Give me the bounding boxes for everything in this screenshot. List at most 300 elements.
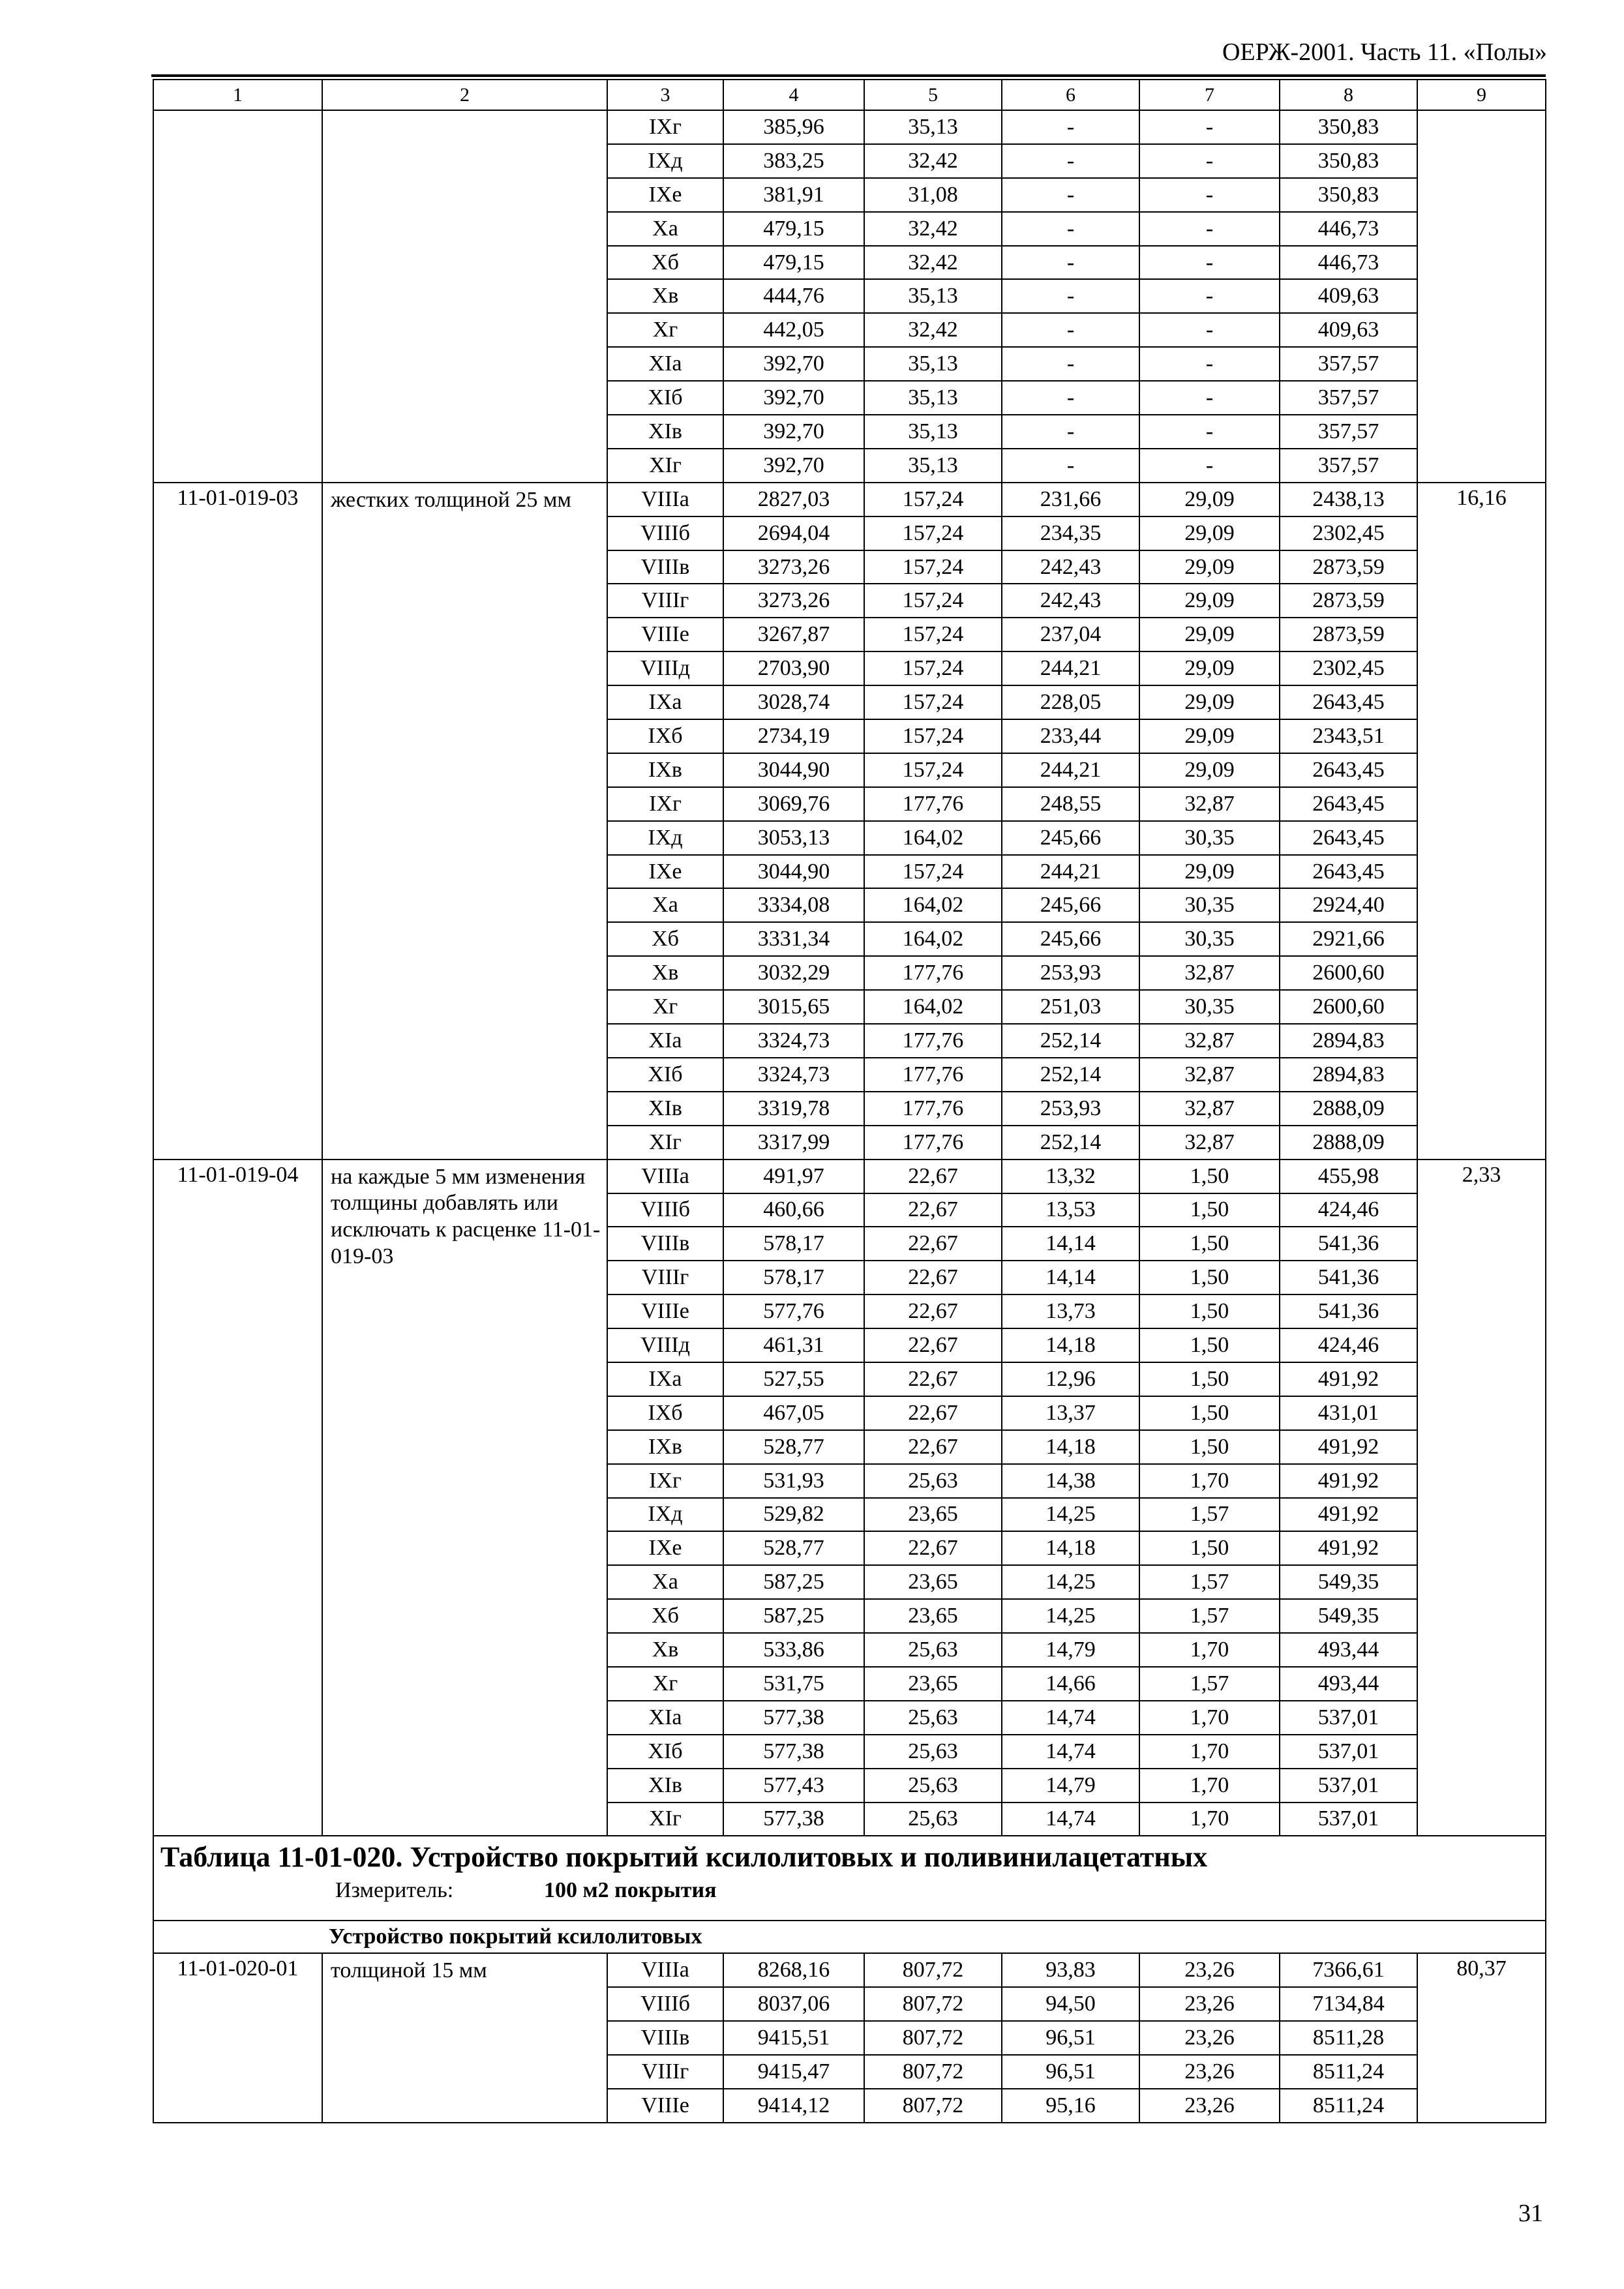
machine-cost: 244,21 — [1002, 855, 1139, 889]
materials-cost: 541,36 — [1280, 1294, 1417, 1328]
table-row — [153, 1953, 1546, 1987]
worker-wages: 32,42 — [864, 144, 1002, 178]
operator-wages: - — [1139, 246, 1280, 280]
worker-wages: 22,67 — [864, 1159, 1002, 1193]
worker-wages: 157,24 — [864, 618, 1002, 651]
machine-cost: 252,14 — [1002, 1058, 1139, 1092]
operator-wages: 1,70 — [1139, 1464, 1280, 1498]
territory-zone: Xв — [607, 279, 723, 313]
operator-wages: 1,50 — [1139, 1531, 1280, 1565]
territory-zone: VIIIв — [607, 2021, 723, 2055]
machine-cost: 251,03 — [1002, 990, 1139, 1024]
table-title-cell — [153, 1836, 1546, 1921]
rate-code: 11-01-019-04 — [153, 1159, 322, 1836]
operator-wages: 1,50 — [1139, 1328, 1280, 1362]
total-cost: 9415,51 — [723, 2021, 864, 2055]
materials-cost: 491,92 — [1280, 1362, 1417, 1396]
territory-zone: VIIIд — [607, 651, 723, 685]
operator-wages: - — [1139, 279, 1280, 313]
materials-cost: 357,57 — [1280, 347, 1417, 381]
total-cost: 392,70 — [723, 347, 864, 381]
operator-wages: 32,87 — [1139, 1126, 1280, 1159]
operator-wages: 29,09 — [1139, 651, 1280, 685]
territory-zone: IXв — [607, 1430, 723, 1464]
territory-zone: Xг — [607, 313, 723, 347]
materials-cost: 2643,45 — [1280, 685, 1417, 719]
territory-zone: XIв — [607, 1769, 723, 1803]
materials-cost: 409,63 — [1280, 279, 1417, 313]
territory-zone: IXд — [607, 1498, 723, 1532]
total-cost: 8037,06 — [723, 1987, 864, 2021]
operator-wages: 29,09 — [1139, 685, 1280, 719]
worker-wages: 157,24 — [864, 584, 1002, 618]
machine-cost: 14,74 — [1002, 1701, 1139, 1735]
machine-cost: 234,35 — [1002, 516, 1139, 550]
total-cost: 587,25 — [723, 1599, 864, 1633]
total-cost: 528,77 — [723, 1531, 864, 1565]
measure-value: 100 м2 покрытия — [544, 1878, 717, 1903]
materials-cost: 493,44 — [1280, 1667, 1417, 1701]
rates-table-body — [153, 80, 1546, 2123]
total-cost: 3044,90 — [723, 753, 864, 787]
worker-wages: 32,42 — [864, 246, 1002, 280]
territory-zone: VIIIе — [607, 618, 723, 651]
operator-wages: 32,87 — [1139, 956, 1280, 990]
territory-zone: VIIIв — [607, 1227, 723, 1261]
operator-wages: 29,09 — [1139, 550, 1280, 584]
machine-cost: - — [1002, 415, 1139, 449]
machine-cost: - — [1002, 381, 1139, 415]
materials-cost: 2873,59 — [1280, 550, 1417, 584]
worker-wages: 164,02 — [864, 990, 1002, 1024]
territory-zone: VIIIа — [607, 1953, 723, 1987]
materials-cost: 549,35 — [1280, 1565, 1417, 1599]
worker-wages: 31,08 — [864, 178, 1002, 212]
worker-wages: 23,65 — [864, 1565, 1002, 1599]
total-cost: 9414,12 — [723, 2089, 864, 2123]
territory-zone: Xв — [607, 956, 723, 990]
machine-cost: 14,25 — [1002, 1565, 1139, 1599]
table-row — [153, 483, 1546, 516]
operator-wages: 32,87 — [1139, 1092, 1280, 1126]
machine-cost: 252,14 — [1002, 1126, 1139, 1159]
territory-zone: XIб — [607, 381, 723, 415]
territory-zone: IXв — [607, 753, 723, 787]
total-cost: 578,17 — [723, 1261, 864, 1294]
materials-cost: 537,01 — [1280, 1735, 1417, 1769]
territory-zone: VIIIб — [607, 516, 723, 550]
worker-wages: 35,13 — [864, 415, 1002, 449]
operator-wages: - — [1139, 449, 1280, 483]
worker-wages: 22,67 — [864, 1261, 1002, 1294]
total-cost: 3028,74 — [723, 685, 864, 719]
worker-wages: 32,42 — [864, 212, 1002, 246]
rate-code: 11-01-019-03 — [153, 483, 322, 1159]
materials-cost: 2924,40 — [1280, 888, 1417, 922]
territory-zone: XIа — [607, 1701, 723, 1735]
operator-wages: 1,70 — [1139, 1633, 1280, 1667]
column-number: 1 — [153, 80, 322, 110]
materials-cost: 350,83 — [1280, 178, 1417, 212]
territory-zone: VIIIг — [607, 584, 723, 618]
materials-cost: 2600,60 — [1280, 990, 1417, 1024]
operator-wages: 1,50 — [1139, 1430, 1280, 1464]
materials-cost: 8511,24 — [1280, 2055, 1417, 2089]
machine-cost: 237,04 — [1002, 618, 1139, 651]
worker-wages: 35,13 — [864, 279, 1002, 313]
rates-table — [153, 79, 1546, 2123]
territory-zone: IXа — [607, 685, 723, 719]
worker-wages: 157,24 — [864, 753, 1002, 787]
materials-cost: 446,73 — [1280, 246, 1417, 280]
territory-zone: IXг — [607, 1464, 723, 1498]
materials-cost: 2643,45 — [1280, 753, 1417, 787]
total-cost: 3273,26 — [723, 550, 864, 584]
operator-wages: - — [1139, 110, 1280, 144]
machine-cost: 14,14 — [1002, 1227, 1139, 1261]
operator-wages: 1,70 — [1139, 1735, 1280, 1769]
subheading-row — [153, 1921, 1546, 1953]
materials-cost: 537,01 — [1280, 1701, 1417, 1735]
machine-cost: 245,66 — [1002, 888, 1139, 922]
total-cost: 577,43 — [723, 1769, 864, 1803]
operator-wages: 1,50 — [1139, 1294, 1280, 1328]
total-cost: 479,15 — [723, 212, 864, 246]
machine-cost: 14,79 — [1002, 1633, 1139, 1667]
labor-hours: 80,37 — [1417, 1953, 1546, 2122]
total-cost: 383,25 — [723, 144, 864, 178]
machine-cost: 228,05 — [1002, 685, 1139, 719]
total-cost: 392,70 — [723, 449, 864, 483]
materials-cost: 8511,28 — [1280, 2021, 1417, 2055]
materials-cost: 409,63 — [1280, 313, 1417, 347]
worker-wages: 22,67 — [864, 1328, 1002, 1362]
materials-cost: 2921,66 — [1280, 922, 1417, 956]
column-number: 4 — [723, 80, 864, 110]
materials-cost: 424,46 — [1280, 1193, 1417, 1227]
total-cost: 392,70 — [723, 381, 864, 415]
operator-wages: - — [1139, 178, 1280, 212]
machine-cost: 245,66 — [1002, 821, 1139, 855]
machine-cost: 14,14 — [1002, 1261, 1139, 1294]
territory-zone: XIг — [607, 1803, 723, 1836]
worker-wages: 35,13 — [864, 449, 1002, 483]
measure-label: Измеритель: — [335, 1878, 454, 1903]
materials-cost: 455,98 — [1280, 1159, 1417, 1193]
materials-cost: 537,01 — [1280, 1803, 1417, 1836]
materials-cost: 2302,45 — [1280, 651, 1417, 685]
machine-cost: 252,14 — [1002, 1024, 1139, 1058]
machine-cost: 14,18 — [1002, 1531, 1139, 1565]
worker-wages: 32,42 — [864, 313, 1002, 347]
materials-cost: 2873,59 — [1280, 618, 1417, 651]
machine-cost: - — [1002, 347, 1139, 381]
total-cost: 385,96 — [723, 110, 864, 144]
operator-wages: 32,87 — [1139, 1024, 1280, 1058]
labor-hours: 16,16 — [1417, 483, 1546, 1159]
machine-cost: 14,25 — [1002, 1498, 1139, 1532]
territory-zone: IXа — [607, 1362, 723, 1396]
total-cost: 491,97 — [723, 1159, 864, 1193]
total-cost: 577,38 — [723, 1701, 864, 1735]
operator-wages: 1,57 — [1139, 1565, 1280, 1599]
total-cost: 587,25 — [723, 1565, 864, 1599]
operator-wages: 30,35 — [1139, 922, 1280, 956]
operator-wages: 30,35 — [1139, 888, 1280, 922]
materials-cost: 493,44 — [1280, 1633, 1417, 1667]
worker-wages: 35,13 — [864, 110, 1002, 144]
worker-wages: 164,02 — [864, 821, 1002, 855]
operator-wages: 29,09 — [1139, 719, 1280, 753]
operator-wages: - — [1139, 212, 1280, 246]
operator-wages: 1,57 — [1139, 1599, 1280, 1633]
materials-cost: 2643,45 — [1280, 787, 1417, 821]
total-cost: 392,70 — [723, 415, 864, 449]
machine-cost: 96,51 — [1002, 2055, 1139, 2089]
machine-cost: 93,83 — [1002, 1953, 1139, 1987]
worker-wages: 807,72 — [864, 2021, 1002, 2055]
territory-zone: XIв — [607, 1092, 723, 1126]
materials-cost: 549,35 — [1280, 1599, 1417, 1633]
materials-cost: 7134,84 — [1280, 1987, 1417, 2021]
operator-wages: 1,50 — [1139, 1193, 1280, 1227]
territory-zone: VIIIд — [607, 1328, 723, 1362]
operator-wages: 29,09 — [1139, 618, 1280, 651]
operator-wages: 1,70 — [1139, 1803, 1280, 1836]
machine-cost: - — [1002, 313, 1139, 347]
total-cost: 3331,34 — [723, 922, 864, 956]
operator-wages: 23,26 — [1139, 2021, 1280, 2055]
total-cost: 531,75 — [723, 1667, 864, 1701]
total-cost: 533,86 — [723, 1633, 864, 1667]
materials-cost: 2873,59 — [1280, 584, 1417, 618]
worker-wages: 25,63 — [864, 1633, 1002, 1667]
operator-wages: 29,09 — [1139, 516, 1280, 550]
machine-cost: 253,93 — [1002, 956, 1139, 990]
worker-wages: 23,65 — [864, 1599, 1002, 1633]
materials-cost: 8511,24 — [1280, 2089, 1417, 2123]
measure-line — [160, 1879, 1540, 1902]
worker-wages: 807,72 — [864, 2089, 1002, 2123]
total-cost: 3015,65 — [723, 990, 864, 1024]
territory-zone: IXб — [607, 1396, 723, 1430]
table-row — [153, 110, 1546, 144]
territory-zone: IXд — [607, 144, 723, 178]
materials-cost: 350,83 — [1280, 110, 1417, 144]
materials-cost: 2894,83 — [1280, 1058, 1417, 1092]
territory-zone: IXе — [607, 1531, 723, 1565]
total-cost: 577,38 — [723, 1803, 864, 1836]
machine-cost: 14,18 — [1002, 1328, 1139, 1362]
worker-wages: 22,67 — [864, 1227, 1002, 1261]
machine-cost: 14,18 — [1002, 1430, 1139, 1464]
operator-wages: 1,50 — [1139, 1396, 1280, 1430]
worker-wages: 164,02 — [864, 888, 1002, 922]
machine-cost: - — [1002, 212, 1139, 246]
total-cost: 479,15 — [723, 246, 864, 280]
machine-cost: 13,53 — [1002, 1193, 1139, 1227]
total-cost: 531,93 — [723, 1464, 864, 1498]
machine-cost: 14,66 — [1002, 1667, 1139, 1701]
machine-cost: 13,37 — [1002, 1396, 1139, 1430]
total-cost: 577,38 — [723, 1735, 864, 1769]
materials-cost: 541,36 — [1280, 1227, 1417, 1261]
total-cost: 2734,19 — [723, 719, 864, 753]
worker-wages: 177,76 — [864, 1092, 1002, 1126]
labor-hours — [1417, 110, 1546, 483]
machine-cost: 14,25 — [1002, 1599, 1139, 1633]
worker-wages: 157,24 — [864, 516, 1002, 550]
operator-wages: 30,35 — [1139, 821, 1280, 855]
territory-zone: XIв — [607, 415, 723, 449]
materials-cost: 2888,09 — [1280, 1126, 1417, 1159]
operator-wages: 1,70 — [1139, 1769, 1280, 1803]
territory-zone: IXе — [607, 178, 723, 212]
total-cost: 461,31 — [723, 1328, 864, 1362]
operator-wages: 1,50 — [1139, 1227, 1280, 1261]
worker-wages: 177,76 — [864, 787, 1002, 821]
materials-cost: 2438,13 — [1280, 483, 1417, 516]
worker-wages: 22,67 — [864, 1430, 1002, 1464]
materials-cost: 2600,60 — [1280, 956, 1417, 990]
total-cost: 3317,99 — [723, 1126, 864, 1159]
worker-wages: 177,76 — [864, 1024, 1002, 1058]
operator-wages: 23,26 — [1139, 1987, 1280, 2021]
worker-wages: 157,24 — [864, 483, 1002, 516]
total-cost: 8268,16 — [723, 1953, 864, 1987]
operator-wages: 1,70 — [1139, 1701, 1280, 1735]
worker-wages: 22,67 — [864, 1531, 1002, 1565]
territory-zone: Xг — [607, 990, 723, 1024]
operator-wages: - — [1139, 381, 1280, 415]
worker-wages: 177,76 — [864, 956, 1002, 990]
territory-zone: Xб — [607, 1599, 723, 1633]
territory-zone: XIа — [607, 347, 723, 381]
header-rule — [151, 74, 1546, 77]
operator-wages: - — [1139, 415, 1280, 449]
machine-cost: - — [1002, 144, 1139, 178]
territory-zone: VIIIе — [607, 2089, 723, 2123]
territory-zone: VIIIе — [607, 1294, 723, 1328]
machine-cost: - — [1002, 279, 1139, 313]
total-cost: 3334,08 — [723, 888, 864, 922]
worker-wages: 807,72 — [864, 2055, 1002, 2089]
territory-zone: VIIIг — [607, 1261, 723, 1294]
total-cost: 460,66 — [723, 1193, 864, 1227]
materials-cost: 2343,51 — [1280, 719, 1417, 753]
total-cost: 9415,47 — [723, 2055, 864, 2089]
page-number: 31 — [1518, 2200, 1543, 2227]
territory-zone: VIIIб — [607, 1987, 723, 2021]
total-cost: 528,77 — [723, 1430, 864, 1464]
operator-wages: 32,87 — [1139, 787, 1280, 821]
section-subheading: Устройство покрытий ксилолитовых — [153, 1921, 1546, 1953]
machine-cost: 248,55 — [1002, 787, 1139, 821]
machine-cost: 242,43 — [1002, 584, 1139, 618]
machine-cost: 231,66 — [1002, 483, 1139, 516]
worker-wages: 25,63 — [864, 1701, 1002, 1735]
machine-cost: 242,43 — [1002, 550, 1139, 584]
worker-wages: 22,67 — [864, 1362, 1002, 1396]
column-number: 5 — [864, 80, 1002, 110]
operator-wages: 29,09 — [1139, 753, 1280, 787]
materials-cost: 491,92 — [1280, 1531, 1417, 1565]
worker-wages: 157,24 — [864, 855, 1002, 889]
column-number: 2 — [322, 80, 607, 110]
column-number: 9 — [1417, 80, 1546, 110]
machine-cost: 94,50 — [1002, 1987, 1139, 2021]
operator-wages: 1,57 — [1139, 1667, 1280, 1701]
materials-cost: 537,01 — [1280, 1769, 1417, 1803]
machine-cost: 253,93 — [1002, 1092, 1139, 1126]
total-cost: 3273,26 — [723, 584, 864, 618]
worker-wages: 23,65 — [864, 1498, 1002, 1532]
materials-cost: 350,83 — [1280, 144, 1417, 178]
territory-zone: IXе — [607, 855, 723, 889]
machine-cost: 244,21 — [1002, 651, 1139, 685]
worker-wages: 23,65 — [864, 1667, 1002, 1701]
territory-zone: Xв — [607, 1633, 723, 1667]
total-cost: 3324,73 — [723, 1024, 864, 1058]
labor-hours: 2,33 — [1417, 1159, 1546, 1836]
territory-zone: IXб — [607, 719, 723, 753]
materials-cost: 2888,09 — [1280, 1092, 1417, 1126]
territory-zone: Xб — [607, 922, 723, 956]
total-cost: 2703,90 — [723, 651, 864, 685]
rate-description: толщиной 15 мм — [322, 1953, 607, 2122]
worker-wages: 22,67 — [864, 1193, 1002, 1227]
territory-zone: XIа — [607, 1024, 723, 1058]
operator-wages: 30,35 — [1139, 990, 1280, 1024]
territory-zone: VIIIа — [607, 1159, 723, 1193]
worker-wages: 25,63 — [864, 1803, 1002, 1836]
materials-cost: 2643,45 — [1280, 855, 1417, 889]
territory-zone: XIб — [607, 1058, 723, 1092]
materials-cost: 491,92 — [1280, 1498, 1417, 1532]
total-cost: 2694,04 — [723, 516, 864, 550]
operator-wages: 32,87 — [1139, 1058, 1280, 1092]
operator-wages: 23,26 — [1139, 1953, 1280, 1987]
worker-wages: 807,72 — [864, 1953, 1002, 1987]
machine-cost: 14,79 — [1002, 1769, 1139, 1803]
materials-cost: 2302,45 — [1280, 516, 1417, 550]
territory-zone: Xа — [607, 1565, 723, 1599]
machine-cost: - — [1002, 449, 1139, 483]
worker-wages: 807,72 — [864, 1987, 1002, 2021]
machine-cost: 96,51 — [1002, 2021, 1139, 2055]
territory-zone: Xа — [607, 212, 723, 246]
territory-zone: VIIIг — [607, 2055, 723, 2089]
operator-wages: 1,57 — [1139, 1498, 1280, 1532]
worker-wages: 22,67 — [864, 1396, 1002, 1430]
total-cost: 577,76 — [723, 1294, 864, 1328]
territory-zone: XIг — [607, 449, 723, 483]
column-number: 8 — [1280, 80, 1417, 110]
materials-cost: 357,57 — [1280, 381, 1417, 415]
total-cost: 3324,73 — [723, 1058, 864, 1092]
total-cost: 3053,13 — [723, 821, 864, 855]
machine-cost: 233,44 — [1002, 719, 1139, 753]
territory-zone: Xг — [607, 1667, 723, 1701]
machine-cost: - — [1002, 110, 1139, 144]
total-cost: 381,91 — [723, 178, 864, 212]
territory-zone: XIб — [607, 1735, 723, 1769]
operator-wages: - — [1139, 313, 1280, 347]
machine-cost: 12,96 — [1002, 1362, 1139, 1396]
machine-cost: 245,66 — [1002, 922, 1139, 956]
territory-zone: VIIIб — [607, 1193, 723, 1227]
territory-zone: Xб — [607, 246, 723, 280]
